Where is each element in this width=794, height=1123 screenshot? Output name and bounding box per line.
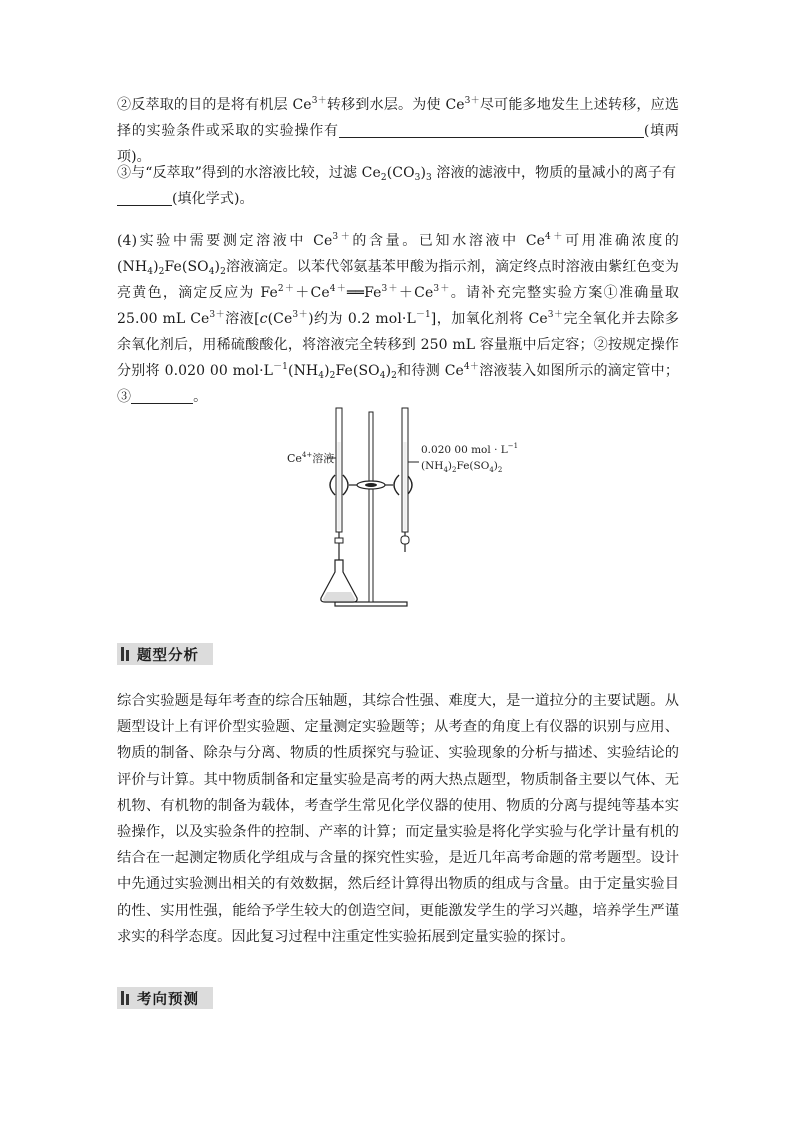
superscript: －1 bbox=[273, 362, 289, 372]
left-burette-liquid bbox=[338, 442, 341, 530]
left-clamp-jaw bbox=[343, 475, 348, 495]
label-part: (NH bbox=[421, 460, 444, 472]
section-header-analysis bbox=[117, 643, 213, 665]
ion-charge: 3＋ bbox=[464, 96, 480, 106]
q3-text: 溶液的滤液中，物质的量减小的离子有 bbox=[431, 165, 677, 181]
subscript: 3 bbox=[414, 173, 421, 183]
q4-text: Fe(SO bbox=[335, 363, 380, 379]
subscript: 2 bbox=[220, 267, 226, 277]
label-part: 4+ bbox=[301, 451, 313, 459]
q3-text: ③与“反萃取”得到的水溶液比较，过滤 Ce bbox=[117, 165, 381, 181]
titration-apparatus-figure bbox=[283, 402, 523, 612]
q2-tail: (填两项)。 bbox=[117, 123, 680, 165]
ion-charge: 4＋ bbox=[545, 232, 566, 242]
q4-text: 可用准确浓度的(NH bbox=[117, 233, 679, 275]
section-marker-icon bbox=[121, 991, 131, 1005]
label-part: 4 bbox=[443, 466, 448, 474]
q4-tail: 。 bbox=[193, 389, 208, 405]
q4-text: 溶液[ bbox=[225, 311, 260, 327]
subscript: 4 bbox=[318, 371, 325, 381]
label-part: ) bbox=[447, 460, 453, 472]
q4-text: )约为 0.2 mol·L bbox=[308, 311, 416, 327]
left-burette-label bbox=[287, 451, 334, 465]
q4-text: (Ce bbox=[267, 311, 293, 327]
q4-text: ) bbox=[153, 259, 159, 275]
q4-text: 溶液装入如图所示的滴定管中；③ bbox=[117, 363, 679, 405]
q2-text: 尽可能多地发生上述转移，应选择的实验条件或采取的实验操作有 bbox=[117, 97, 679, 139]
superscript: －1 bbox=[415, 310, 431, 320]
q4-text: 。请补充完整实验方案①准确量取 25.00 mL Ce bbox=[117, 285, 679, 327]
subscript: 4 bbox=[147, 267, 154, 277]
subscript: 2 bbox=[158, 267, 165, 277]
subscript: 2 bbox=[380, 173, 387, 183]
q4-text: ＋Ce bbox=[295, 285, 330, 301]
right-burette-liquid bbox=[404, 442, 407, 530]
q4-text: (4)实验中需要测定溶液中 Ce bbox=[117, 233, 333, 249]
q4-text: ) bbox=[214, 259, 221, 275]
q3-tail: (填化学式)。 bbox=[172, 191, 254, 207]
titration-diagram bbox=[283, 402, 523, 612]
section-header-forecast bbox=[117, 987, 213, 1009]
q4-text: ＋Ce bbox=[398, 285, 434, 301]
q4-text: 和待测 Ce bbox=[396, 363, 464, 379]
ion-charge: 3＋ bbox=[311, 96, 327, 106]
q4-text: ]，加氧化剂将 Ce bbox=[430, 311, 548, 327]
subscript: 2 bbox=[329, 371, 336, 381]
left-stopcock bbox=[335, 538, 343, 543]
label-part: −1 bbox=[507, 442, 519, 450]
ion-charge: 3＋ bbox=[332, 232, 353, 242]
label-part: 2 bbox=[452, 466, 457, 474]
question-part-2 bbox=[117, 92, 679, 170]
right-burette-label-line2 bbox=[421, 460, 502, 474]
right-clamp-jaw bbox=[394, 475, 399, 495]
subscript: 3 bbox=[426, 173, 432, 183]
answer-blank-q3[interactable] bbox=[117, 189, 172, 206]
label-part: 4 bbox=[489, 466, 494, 474]
q4-text: (NH bbox=[288, 363, 319, 379]
left-clamp-jaw bbox=[330, 475, 335, 495]
ion-charge: 3＋ bbox=[209, 310, 226, 320]
q4-text: ) bbox=[324, 363, 330, 379]
q4-text: Fe(SO bbox=[164, 259, 209, 275]
right-burette-label-line1 bbox=[421, 442, 518, 456]
q4-text: ) bbox=[385, 363, 392, 379]
clamp-screw bbox=[365, 483, 377, 487]
ion-charge: 3＋ bbox=[547, 310, 564, 320]
right-rubber-tube bbox=[401, 536, 409, 544]
section-title: 题型分析 bbox=[137, 647, 199, 664]
label-part: 2 bbox=[497, 466, 503, 474]
q3-text: ) bbox=[420, 165, 427, 181]
answer-blank-q4[interactable] bbox=[131, 387, 193, 404]
q4-text: c bbox=[259, 311, 268, 327]
ion-charge: 2＋ bbox=[277, 284, 296, 294]
answer-blank-q2[interactable] bbox=[339, 121, 644, 138]
q4-text: 的含量。已知水溶液中 Ce bbox=[352, 233, 546, 249]
flask-liquid bbox=[323, 592, 355, 601]
section-title: 考向预测 bbox=[137, 991, 199, 1008]
q4-text: 完全氧化并去除多余氧化剂后，用稀硫酸酸化，将溶液完全转移到 250 mL 容量瓶中后定容；②按规定操作分别将 0.020 00 mol·L bbox=[117, 311, 679, 379]
subscript: 4 bbox=[208, 267, 215, 277]
q2-text: ②反萃取的目的是将有机层 Ce bbox=[117, 97, 312, 113]
label-part: ) bbox=[493, 460, 498, 472]
label-part: Ce bbox=[287, 452, 302, 465]
ion-charge: 4＋ bbox=[329, 284, 348, 294]
q4-text: 溶液滴定。以苯代邻氨基苯甲酸为指示剂，滴定终点时溶液由紫红色变为亮黄色，滴定反应为 Fe bbox=[117, 259, 679, 301]
question-part-3 bbox=[117, 160, 679, 212]
ion-charge: 3＋ bbox=[292, 310, 309, 320]
analysis-paragraph: 综合实验题是每年考查的综合压轴题，其综合性强、难度大，是一道拉分的主要试题。从题型设计上有评价型实验题、定量测定实验题等；从考查的角度上有仪器的识别与应用、物质的制备、除杂与分离、物质的性质探究与验证、实验现象的分析与描述、实验结论的评价与计算。其中物质制备和定量实验是高考的两大热点题型，物质制备主要以气体、无机物、有机物的制备为载体，考查学生常见化学仪器的使用、物质的分离与提纯等基本实验操作，以及实验条件的控制、产率的计算；而定量实验是将化学实验与化学计量有机的结合在一起测定物质化学组成与含量的探究性实验，是近几年高考命题的常考题型。设计中先通过实验测出相关的有效数据，然后经计算得出物质的组成与含量。由于定量实验目的性、实用性强，能给予学生较大的创造空间，更能激发学生的学习兴趣，培养学生严谨求实的科学态度。因此复习过程中注重定性实验拓展到定量实验的探讨。 bbox=[117, 693, 679, 945]
q3-text: (CO bbox=[386, 165, 415, 181]
q4-text: ══Fe bbox=[347, 285, 382, 301]
stand-rod bbox=[369, 412, 373, 602]
label-part: Fe(SO bbox=[456, 460, 490, 472]
subscript: 2 bbox=[391, 371, 397, 381]
question-part-4 bbox=[117, 228, 679, 410]
ion-charge: 4＋ bbox=[463, 362, 480, 372]
subscript: 4 bbox=[379, 371, 386, 381]
label-part: 0.020 00 mol · L bbox=[421, 444, 508, 456]
label-part: 溶液 bbox=[312, 452, 335, 465]
ion-charge: 3＋ bbox=[433, 284, 451, 294]
ion-charge: 3＋ bbox=[381, 284, 399, 294]
q2-text: 转移到水层。为使 Ce bbox=[326, 97, 465, 113]
section-marker-icon bbox=[121, 647, 131, 661]
